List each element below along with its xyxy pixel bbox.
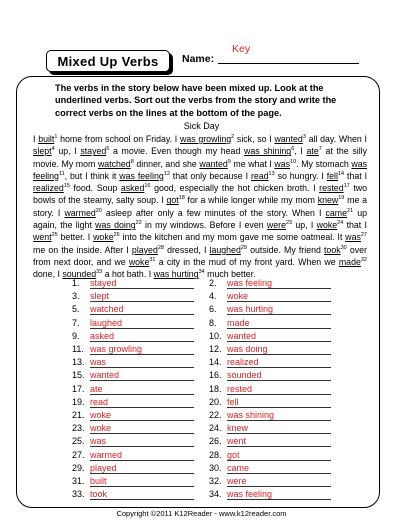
story-text-segment: me on the inside. After I xyxy=(33,244,132,255)
verb-number: 30 xyxy=(340,244,347,251)
underlined-verb: was growling xyxy=(179,134,232,144)
answer-line[interactable]: wanted xyxy=(90,369,194,381)
underlined-verb: was xyxy=(274,158,291,169)
answer-number: 16. xyxy=(209,370,222,381)
answer-number: 18. xyxy=(209,383,222,394)
story-text-segment: me a story. I xyxy=(33,195,367,218)
answer-line[interactable]: slept xyxy=(90,290,194,302)
underlined-verb: was hurting xyxy=(153,269,199,280)
answer-line[interactable]: was growling xyxy=(90,343,194,355)
underlined-verb: woke xyxy=(93,232,114,243)
answer-number: 1. xyxy=(72,278,80,288)
answer-number: 3. xyxy=(72,291,80,302)
verb-number: 1 xyxy=(54,134,58,140)
answer-number: 22. xyxy=(209,410,222,420)
story-text-segment: good, especially the hot chicken broth. I xyxy=(150,183,320,194)
underlined-verb: rested xyxy=(319,183,344,194)
story-text-segment: in my windows. Before I even xyxy=(141,220,267,231)
answer-number: 13. xyxy=(72,357,85,368)
verb-number: 19 xyxy=(338,195,345,202)
underlined-verb: were xyxy=(266,220,286,231)
answer-line[interactable]: asked xyxy=(90,330,194,342)
verb-number: 16 xyxy=(144,183,151,190)
verb-number: 24 xyxy=(337,220,344,227)
story-text-segment: sick, so I xyxy=(234,134,275,144)
answer-line[interactable]: was doing xyxy=(227,343,331,355)
answer-line[interactable]: sounded xyxy=(227,369,331,381)
worksheet-title: Mixed Up Verbs xyxy=(57,53,159,69)
story-text-segment: that I xyxy=(344,170,368,181)
answer-line[interactable]: was feeling xyxy=(227,277,331,289)
verb-number: 18 xyxy=(178,195,185,202)
story-text-segment: , but I think it xyxy=(64,170,120,181)
answer-number: 23. xyxy=(72,423,85,434)
story-text-segment: a hot bath. I xyxy=(102,269,154,280)
verb-number: 6 xyxy=(291,146,295,153)
story-text-segment: at the silly movie. My mom xyxy=(33,146,367,169)
copyright: Copyright ©2011 K12Reader - www.k12reader.com xyxy=(116,509,287,518)
underlined-verb: was doing xyxy=(95,220,136,231)
story-text-segment: outside. My friend xyxy=(246,244,324,255)
answer-line[interactable]: read xyxy=(90,396,194,408)
story-text-segment: a movie. Even though my head xyxy=(109,146,245,157)
underlined-verb: knew xyxy=(317,195,339,206)
answer-line[interactable]: was xyxy=(90,435,194,447)
story-text-segment: done, I xyxy=(33,269,63,280)
story-text-segment: two bowls of the steamy, salty soup. I xyxy=(33,183,368,206)
underlined-verb: took xyxy=(323,244,341,255)
answer-line[interactable]: played xyxy=(90,462,194,474)
underlined-verb: made xyxy=(338,256,361,267)
story-title: Sick Day xyxy=(183,121,220,131)
story-text-segment: for a while longer while my mom xyxy=(184,195,318,206)
answer-number: 34. xyxy=(209,489,222,500)
story-text-segment: home from school on Friday. I xyxy=(57,134,180,144)
name-line xyxy=(218,63,359,64)
answer-number: 17. xyxy=(72,383,85,394)
story-text-segment: over from next door, and we xyxy=(33,244,367,267)
underlined-verb: fell xyxy=(326,170,338,181)
verb-number: 29 xyxy=(240,244,247,251)
answer-line[interactable]: were xyxy=(227,475,331,487)
underlined-verb: sounded xyxy=(62,269,97,280)
story-text-segment: up, I xyxy=(292,220,317,231)
verb-number: 33 xyxy=(96,269,103,276)
underlined-verb: ate xyxy=(306,146,319,157)
underlined-verb: woke xyxy=(128,256,150,267)
answer-number: 20. xyxy=(209,396,222,407)
answer-line[interactable]: got xyxy=(227,449,331,461)
answer-line[interactable]: watched xyxy=(90,303,194,315)
answer-number: 26. xyxy=(209,436,222,447)
verb-number: 27 xyxy=(360,232,367,239)
verb-number: 7 xyxy=(318,146,322,153)
story-text-segment: , I xyxy=(294,146,307,157)
underlined-verb: asked xyxy=(120,183,145,194)
answer-number: 29. xyxy=(72,462,85,473)
answer-line[interactable]: went xyxy=(227,435,331,447)
answer-line[interactable]: wanted xyxy=(227,330,331,342)
underlined-verb: slept xyxy=(33,146,52,157)
underlined-verb: was shining xyxy=(244,146,292,157)
verb-number: 34 xyxy=(198,269,205,276)
story-text-segment: that only because I xyxy=(169,170,251,181)
underlined-verb: wanted xyxy=(199,158,228,169)
story-text xyxy=(33,133,367,281)
answer-line[interactable]: stayed xyxy=(90,277,194,289)
answer-number: 30. xyxy=(209,462,222,473)
verb-number: 10 xyxy=(290,158,297,165)
answer-number: 6. xyxy=(209,304,217,315)
story-text-segment: a city in the mud of my front yard. When we xyxy=(155,256,339,267)
answer-line[interactable]: was xyxy=(90,356,194,368)
story-text-segment: all day. When I xyxy=(305,134,367,144)
story-text-segment: so hungry. I xyxy=(274,170,327,181)
answer-number: 11. xyxy=(72,344,84,354)
underlined-verb: wanted xyxy=(274,134,303,144)
verb-number: 26 xyxy=(113,232,120,239)
answer-line[interactable]: woke xyxy=(227,290,331,302)
verb-number: 12 xyxy=(163,170,170,177)
answer-number: 8. xyxy=(209,317,217,328)
underlined-verb: was feeling xyxy=(119,170,164,181)
underlined-verb: played xyxy=(131,244,158,255)
verb-number: 5 xyxy=(106,146,110,153)
underlined-verb: came xyxy=(325,207,348,218)
answer-number: 7. xyxy=(72,317,80,328)
story-text-segment: up, I xyxy=(54,146,81,157)
underlined-verb: was xyxy=(345,232,361,243)
answer-line[interactable]: made xyxy=(227,317,331,329)
verb-number: 21 xyxy=(347,207,354,214)
story-text-segment: . My stomach xyxy=(296,158,352,169)
underlined-verb: stayed xyxy=(80,146,107,157)
underlined-verb: got xyxy=(166,195,179,206)
answer-line[interactable]: rested xyxy=(227,383,331,395)
story-text-segment: much better. xyxy=(204,269,256,280)
story-text-segment: me what I xyxy=(230,158,275,169)
answer-number: 5. xyxy=(72,304,80,315)
verb-number: 28 xyxy=(157,244,164,251)
answer-number: 33. xyxy=(72,489,85,500)
answer-line[interactable]: knew xyxy=(227,422,331,434)
underlined-verb: was feeling xyxy=(33,158,367,181)
name-answer: Key xyxy=(232,43,251,55)
story-text-segment: that I xyxy=(343,220,367,231)
answer-number: 4. xyxy=(209,291,217,302)
story-text-segment: I xyxy=(33,134,39,144)
answer-line[interactable]: warmed xyxy=(90,449,194,461)
verb-number: 3 xyxy=(302,134,306,140)
underlined-verb: built xyxy=(38,134,55,144)
verb-number: 32 xyxy=(360,256,367,263)
underlined-verb: warmed xyxy=(64,207,96,218)
worksheet-title-box xyxy=(46,50,170,72)
answer-number: 24. xyxy=(209,423,222,434)
story-text-segment: asleep after only a few minutes of the story. When I xyxy=(101,207,326,218)
answer-number: 19. xyxy=(72,396,85,407)
answer-number: 10. xyxy=(209,330,222,341)
verb-number: 4 xyxy=(51,146,55,153)
underlined-verb: realized xyxy=(33,183,64,194)
answer-line[interactable]: ate xyxy=(90,383,194,395)
verb-number: 14 xyxy=(337,170,345,177)
story-text-segment: into the kitchen and my mom gave me some oatmeal. It xyxy=(119,232,346,243)
underlined-verb: read xyxy=(250,170,269,181)
answer-number: 2. xyxy=(209,278,217,288)
answer-line[interactable]: was shining xyxy=(227,409,331,421)
answer-line[interactable]: came xyxy=(227,462,331,474)
answer-line[interactable]: laughed xyxy=(90,317,194,329)
verb-number: 9 xyxy=(227,158,231,165)
story-text-segment: food. Soup xyxy=(69,183,121,194)
verb-number: 20 xyxy=(95,207,102,214)
story-text-segment: dinner, and she xyxy=(133,158,200,169)
answer-number: 25. xyxy=(72,436,85,447)
answer-line[interactable]: was hurting xyxy=(227,303,331,315)
answer-line[interactable]: fell xyxy=(227,396,331,408)
verb-number: 15 xyxy=(63,183,70,190)
answer-number: 9. xyxy=(72,330,80,341)
answer-number: 21. xyxy=(72,410,85,420)
answer-number: 31. xyxy=(72,476,85,486)
answer-number: 32. xyxy=(209,476,222,486)
verb-number: 23 xyxy=(285,220,293,227)
verb-number: 31 xyxy=(149,256,156,263)
answer-line[interactable]: realized xyxy=(227,356,331,368)
verb-number: 25 xyxy=(51,232,58,239)
answer-line[interactable]: built xyxy=(90,475,194,487)
underlined-verb: watched xyxy=(97,158,131,169)
verb-number: 11 xyxy=(58,170,65,177)
answer-line[interactable]: woke xyxy=(90,422,194,434)
answer-number: 14. xyxy=(209,357,222,368)
underlined-verb: went xyxy=(33,232,52,243)
instructions: The verbs in the story below have been mixed up. Look at the underlined verbs. Sort out the verbs from the story and write the correct verbs on the lines at the bottom of the page. xyxy=(55,83,337,118)
verb-number: 22 xyxy=(135,220,142,227)
verb-number: 13 xyxy=(268,170,275,177)
answer-number: 12. xyxy=(209,344,222,354)
underlined-verb: woke xyxy=(316,220,338,231)
story-text-segment: dressed, I xyxy=(163,244,210,255)
underlined-verb: laughed xyxy=(209,244,241,255)
name-label: Name: xyxy=(182,53,215,65)
verb-number: 2 xyxy=(231,134,235,140)
answer-line[interactable]: was feeling xyxy=(227,488,331,500)
answer-line[interactable]: woke xyxy=(90,409,194,421)
answer-line[interactable]: took xyxy=(90,488,194,500)
answer-number: 27. xyxy=(72,449,85,460)
answer-number: 15. xyxy=(72,370,85,381)
story-text-segment: up again, the light xyxy=(33,207,368,231)
story-text-segment: better. I xyxy=(57,232,94,243)
verb-number: 17 xyxy=(343,183,350,190)
answer-number: 28. xyxy=(209,449,222,460)
verb-number: 8 xyxy=(130,158,134,165)
